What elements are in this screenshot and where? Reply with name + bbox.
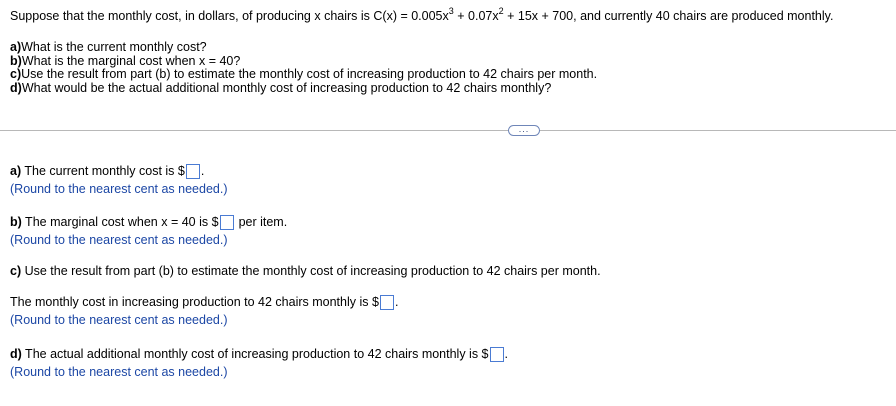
answer-a — [10, 163, 228, 197]
answer-text: The current monthly cost is $ — [21, 164, 185, 178]
question-parts — [10, 41, 890, 95]
part-label: a) — [10, 40, 22, 54]
part-label: d) — [10, 80, 22, 95]
question-stem — [10, 5, 890, 24]
answer-d-hint: (Round to the nearest cent as needed.) — [10, 365, 228, 379]
more-options-button[interactable]: ... — [508, 125, 540, 136]
answer-label: c) — [10, 264, 22, 278]
part-label: c) — [10, 67, 22, 81]
stem-text-1: Suppose that the monthly cost, in dollars, of producing x chairs is C(x) = 0.005x — [10, 9, 449, 23]
answer-text: The actual additional monthly cost of increasing production to 42 chairs monthly is $ — [21, 347, 489, 361]
exponent-3: 3 — [448, 5, 454, 16]
answer-text: The monthly cost in increasing production to 42 chairs monthly is $ — [10, 295, 379, 309]
answer-a-line — [10, 163, 228, 180]
exponent-2: 2 — [498, 5, 504, 16]
stem-text-2: + 0.07x — [453, 9, 499, 23]
answer-c-statement — [10, 264, 601, 278]
part-label: b) — [10, 53, 22, 68]
answer-d-input[interactable] — [490, 347, 504, 362]
answer-c-input[interactable] — [380, 295, 394, 310]
question-part-d — [10, 82, 890, 96]
part-text: What is the marginal cost when x = 40? — [21, 53, 241, 68]
answer-suffix: . — [394, 295, 399, 309]
answer-suffix: . — [504, 347, 508, 361]
question-block — [10, 5, 890, 95]
answer-label: a) — [10, 164, 22, 178]
answer-label: d) — [10, 347, 22, 361]
stem-text-3: + 15x + 700, and currently 40 chairs are produced monthly. — [503, 9, 834, 23]
answer-d — [10, 346, 508, 380]
answer-c-line — [10, 294, 398, 311]
answer-c — [10, 294, 398, 328]
answer-b-line — [10, 214, 287, 231]
question-part-c — [10, 68, 890, 82]
answer-b — [10, 214, 287, 248]
part-text: Use the result from part (b) to estimate the monthly cost of increasing production to 42 chairs per month. — [21, 67, 598, 81]
answer-a-hint: (Round to the nearest cent as needed.) — [10, 182, 228, 196]
answer-text: Use the result from part (b) to estimate the monthly cost of increasing production to 42 chairs per month. — [21, 264, 601, 278]
question-part-b — [10, 55, 890, 69]
answer-b-input[interactable] — [220, 215, 234, 230]
answer-suffix: . — [200, 164, 205, 178]
answer-text: The marginal cost when x = 40 is $ — [21, 215, 219, 229]
section-divider — [0, 130, 896, 131]
answer-c-hint: (Round to the nearest cent as needed.) — [10, 313, 228, 327]
part-text: What would be the actual additional monthly cost of increasing production to 42 chairs monthly? — [21, 80, 552, 95]
answer-label: b) — [10, 215, 22, 229]
part-text: What is the current monthly cost? — [21, 40, 207, 54]
answer-suffix: per item. — [238, 215, 288, 229]
answer-b-hint: (Round to the nearest cent as needed.) — [10, 233, 228, 247]
answer-d-line — [10, 346, 508, 363]
question-part-a — [10, 41, 890, 55]
answer-a-input[interactable] — [186, 164, 200, 179]
